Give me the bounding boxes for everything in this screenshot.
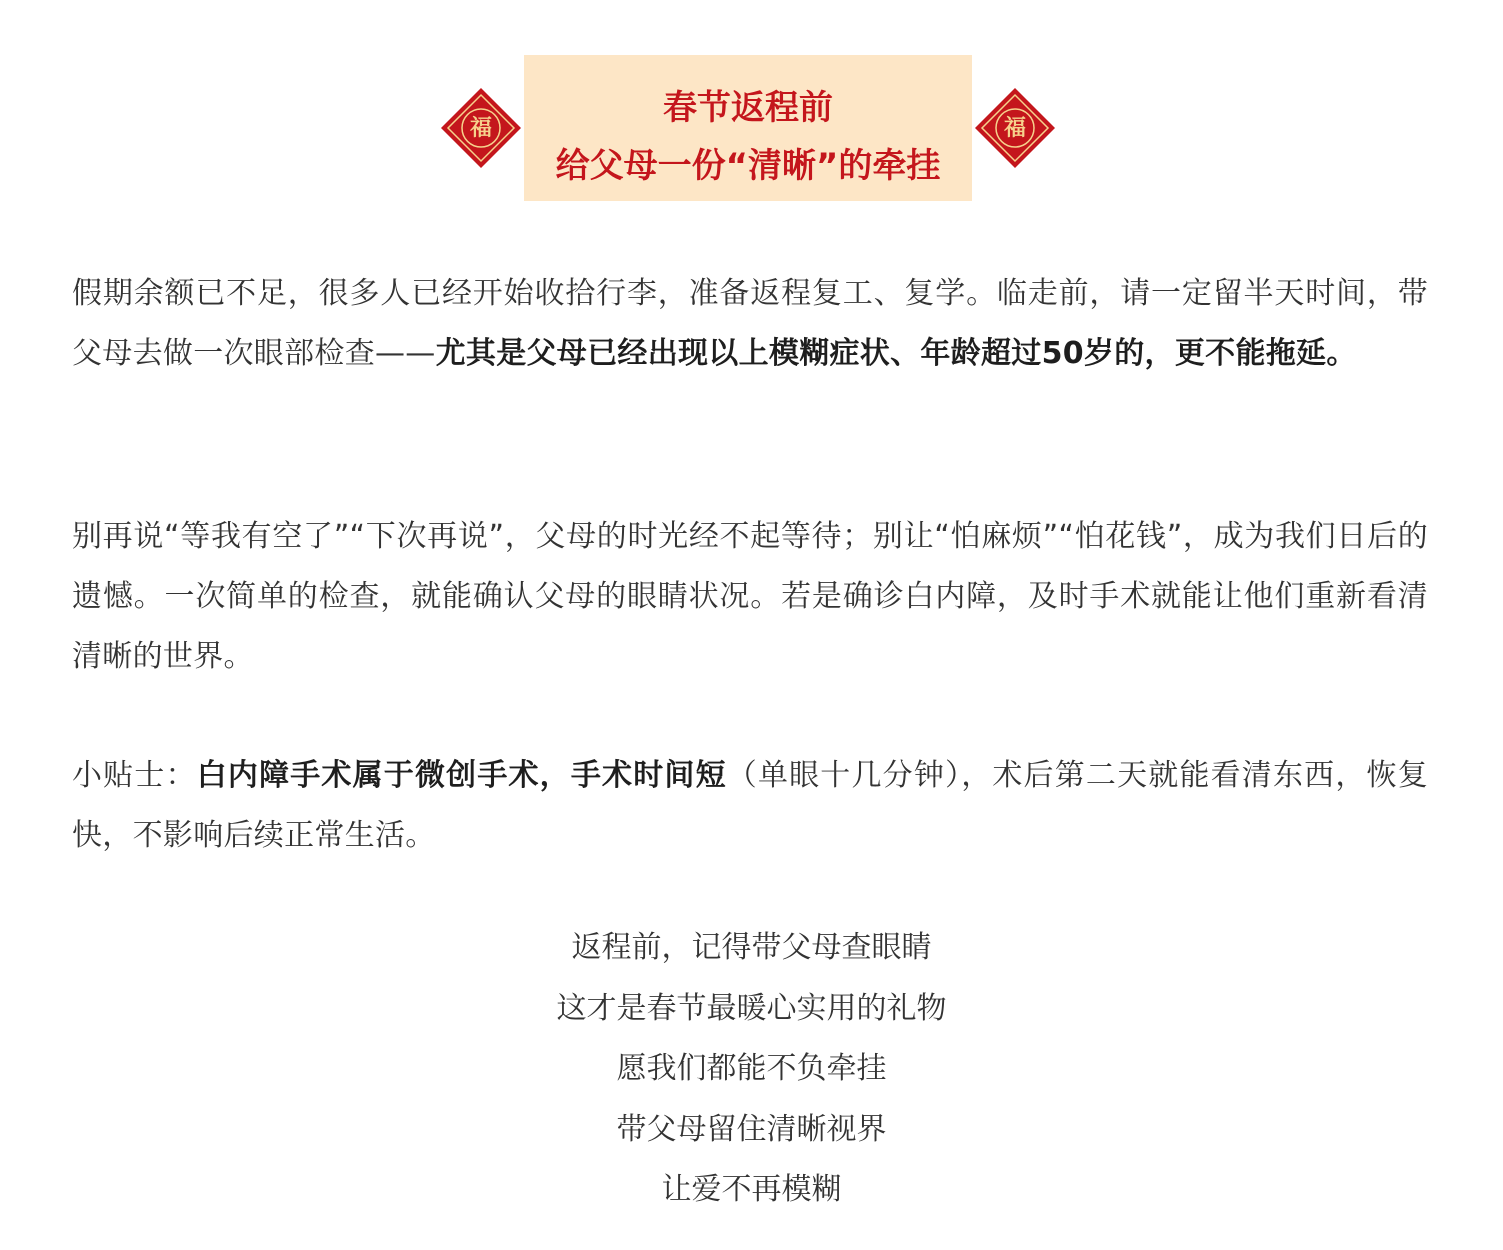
tips-rest: （单眼十几分钟），术后第二天就能看清东西，恢复快，不影响后续正常生活。 bbox=[72, 758, 1428, 853]
title-line-2: 给父母一份“清晰”的牵挂 bbox=[555, 146, 941, 186]
paragraph-return-trip bbox=[72, 264, 1428, 384]
closing-line: 带父母留住清晰视界 bbox=[616, 1111, 887, 1147]
paragraph-dont-wait bbox=[72, 507, 1428, 687]
fu-char-right: 福 bbox=[1003, 115, 1026, 141]
tips-bold: 白内障手术属于微创手术，手术时间短 bbox=[196, 758, 727, 793]
closing-verse bbox=[0, 918, 1503, 1221]
closing-line: 愿我们都能不负牵挂 bbox=[616, 1051, 887, 1086]
closing-line: 返程前，记得带父母查眼睛 bbox=[571, 930, 932, 965]
tips-label: 小贴士： bbox=[72, 758, 197, 793]
paragraph1-bold: 尤其是父母已经出现以上模糊症状、年龄超过50岁的，更不能拖延。 bbox=[435, 336, 1357, 371]
paragraph1-text: 假期余额已不足，很多人已经开始收拾行李，准备返程复工、复学。临走前，请一定留半天时间，带父母去做一次眼部检查—— bbox=[72, 276, 1428, 371]
paragraph2-text: 别再说“等我有空了”“下次再说”，父母的时光经不起等待；别让“怕麻烦”“怕花钱”，成为我们日后的遗憾。一次简单的检查，就能确认父母的眼睛状况。若是确诊白内障，及时手术就能让他们重新看清清晰的世界。 bbox=[72, 519, 1428, 674]
closing-line: 让爱不再模糊 bbox=[661, 1172, 842, 1207]
title-line-1: 春节返程前 bbox=[663, 88, 833, 128]
fu-char-left: 福 bbox=[469, 115, 492, 141]
paragraph-tips bbox=[72, 746, 1428, 866]
header-banner bbox=[0, 55, 1503, 201]
title-box bbox=[524, 55, 972, 201]
fu-diamond-icon bbox=[974, 87, 1056, 169]
closing-line: 这才是春节最暖心实用的礼物 bbox=[556, 990, 947, 1026]
fu-diamond-icon bbox=[440, 87, 522, 169]
